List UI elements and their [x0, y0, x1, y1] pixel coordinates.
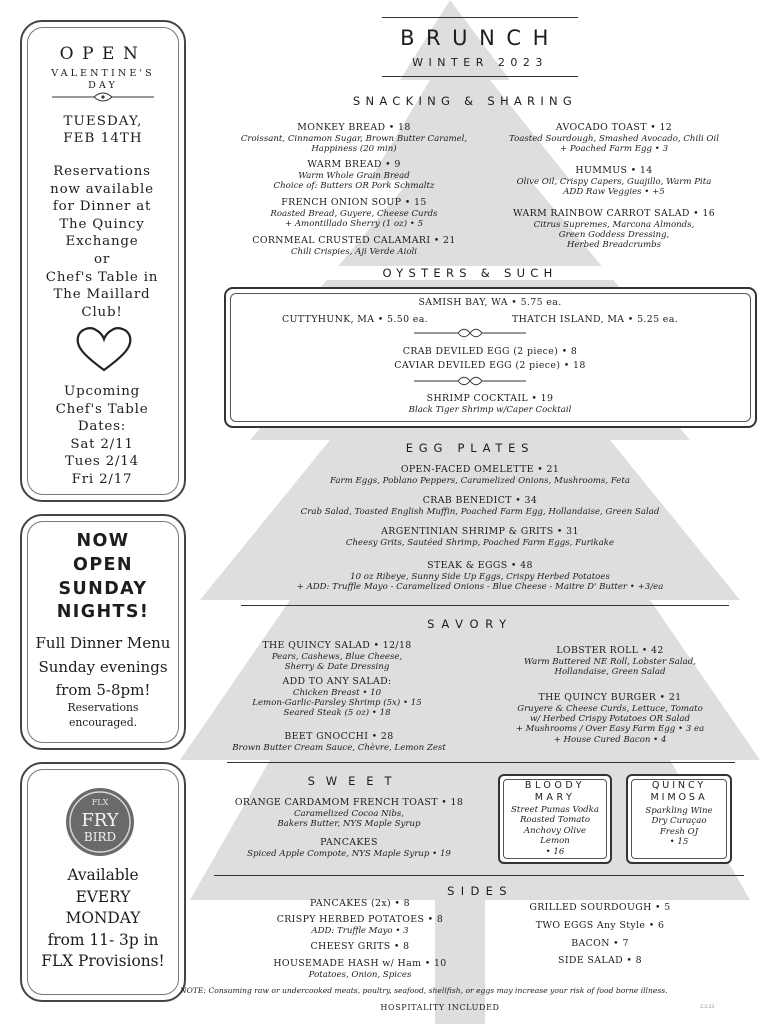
item-name: THE QUINCY SALAD • 12/18	[262, 640, 412, 651]
reservations-text	[32, 163, 172, 321]
reservations-line: Chef's Table in	[45, 269, 159, 285]
crab-deviled-egg: CRAB DEVILED EGG (2 piece) • 8	[402, 346, 578, 357]
fry-bird-line: EVERY	[75, 887, 131, 906]
headline-line: OPEN	[73, 554, 133, 575]
menu-item	[222, 676, 452, 719]
menu-item	[230, 495, 730, 517]
headline-line: NIGHTS!	[56, 602, 150, 623]
ornament-divider-icon	[410, 328, 530, 338]
reservations-line: for Dinner at	[52, 199, 152, 215]
menu-version-code: 2.3.23	[700, 1005, 715, 1010]
ornament-divider-icon	[48, 91, 158, 103]
item-name: CHEESY GRITS • 8	[310, 941, 410, 952]
logo-sub-text: BIRD	[83, 830, 117, 844]
note-line: encouraged.	[68, 716, 138, 729]
item-name: CRAB BENEDICT • 34	[422, 495, 538, 506]
menu-item	[230, 464, 730, 486]
ornament-divider-icon	[410, 376, 530, 386]
item-desc: Caramelized Cocoa Nibs,	[293, 808, 404, 819]
sunday-note	[30, 700, 176, 730]
item-name: ARGENTINIAN SHRIMP & GRITS • 31	[381, 526, 579, 537]
body-line: Sunday evenings	[38, 657, 168, 676]
page-subtitle: WINTER 2023	[412, 56, 548, 69]
section-heading-sides: SIDES	[447, 884, 513, 898]
drink-desc-line: Roasted Tomato	[519, 815, 591, 826]
food-safety-note: NOTE: Consuming raw or undercooked meats, poultry, seafood, shellfish, or eggs may increase your risk of food borne illness.	[180, 986, 668, 995]
logo-main-text: FRY	[81, 810, 119, 831]
menu-item	[488, 208, 740, 251]
item-desc: Farm Eggs, Poblano Peppers, Caramelized Onions, Mushrooms, Feta	[330, 475, 630, 486]
upcoming-line: Sat 2/11	[70, 436, 134, 452]
oyster-samish: SAMISH BAY, WA • 5.75 ea.	[418, 297, 562, 308]
reservations-line: Reservations	[53, 164, 151, 179]
menu-item	[488, 122, 740, 154]
menu-item	[240, 941, 480, 953]
menu-item	[218, 235, 490, 257]
item-name: STEAK & EGGS • 48	[427, 560, 533, 571]
drink-desc-line: • 15	[669, 837, 689, 848]
quincy-mimosa-desc	[626, 806, 732, 848]
drink-title-line: MARY	[534, 792, 576, 803]
menu-item	[216, 731, 462, 753]
event-date-line2: FEB 14TH	[63, 131, 143, 146]
section-heading-sweet: SWEET	[307, 774, 403, 788]
body-line: from 5-8pm!	[55, 681, 151, 699]
drink-desc-line: Fresh OJ	[659, 826, 699, 837]
day-label: DAY	[88, 80, 118, 91]
item-desc: Bakers Butter, NYS Maple Syrup	[277, 818, 421, 829]
menu-item	[490, 938, 710, 950]
hospitality-note: HOSPITALITY INCLUDED	[380, 1003, 500, 1012]
oyster-thatch: THATCH ISLAND, MA • 5.25 ea.	[511, 314, 679, 325]
reservations-line: The Maillard	[53, 287, 151, 303]
item-desc: Choice of: Butters OR Pork Schmaltz	[273, 180, 435, 191]
menu-item	[218, 122, 490, 154]
caviar-deviled-egg: CAVIAR DEVILED EGG (2 piece) • 18	[394, 360, 586, 371]
item-name: TWO EGGS Any Style • 6	[535, 920, 665, 931]
menu-item	[218, 197, 490, 229]
oyster-cuttyhunk: CUTTYHUNK, MA • 5.50 ea.	[281, 314, 429, 325]
drink-desc-line: Street Pumas Vodka	[511, 805, 599, 815]
menu-item	[490, 692, 730, 745]
reservations-line: Exchange	[65, 234, 139, 250]
menu-item	[222, 640, 452, 672]
item-name: CRISPY HERBED POTATOES • 8	[276, 914, 444, 925]
headline-line: SUNDAY	[58, 578, 148, 599]
section-heading-snacking: SNACKING & SHARING	[352, 94, 578, 108]
item-desc: Pears, Cashews, Blue Cheese,	[271, 651, 403, 662]
item-name: BEET GNOCCHI • 28	[284, 731, 394, 742]
drink-desc-line: • 16	[545, 846, 565, 857]
drink-desc-line: Sparkling Wine	[645, 806, 713, 816]
drink-desc-line: Lemon	[540, 836, 570, 847]
menu-item	[490, 920, 710, 932]
item-name: ORANGE CARDAMOM FRENCH TOAST • 18	[234, 797, 464, 808]
item-desc: Gruyere & Cheese Curds, Lettuce, Tomato	[517, 703, 703, 714]
item-name: FRENCH ONION SOUP • 15	[281, 197, 427, 208]
reservations-line: now available	[50, 181, 154, 197]
item-desc: Roasted Bread, Guyere, Cheese Curds	[270, 208, 438, 219]
bloody-mary-desc	[498, 805, 612, 857]
section-divider	[241, 605, 729, 606]
item-desc: + Mushrooms / Over Easy Farm Egg • 3 ea	[515, 724, 705, 735]
quincy-mimosa-title	[626, 780, 732, 804]
logo-top-text: FLX	[91, 798, 109, 807]
item-desc: Croissant, Cinnamon Sugar, Brown Butter Caramel,	[240, 133, 468, 144]
menu-item	[490, 955, 710, 967]
item-desc: Spiced Apple Compote, NYS Maple Syrup • 19	[247, 848, 451, 859]
reservations-line: Club!	[81, 304, 123, 320]
drink-title-line: MIMOSA	[650, 792, 708, 803]
sunday-headline	[30, 530, 176, 625]
note-line: Reservations	[67, 701, 139, 714]
item-desc: + House Cured Bacon • 4	[553, 734, 667, 745]
open-heading: OPEN	[59, 44, 147, 64]
menu-item	[218, 159, 490, 191]
item-name: SIDE SALAD • 8	[558, 955, 642, 966]
section-heading-egg-plates: EGG PLATES	[405, 441, 535, 455]
item-desc: ADD: Truffle Mayo • 3	[311, 925, 409, 936]
item-name: HOUSEMADE HASH w/ Ham • 10	[273, 958, 447, 969]
item-desc: Lemon-Garlic-Parsley Shrimp (5x) • 15	[252, 697, 422, 708]
item-desc: + Poached Farm Egg • 3	[559, 143, 669, 154]
heart-icon	[74, 326, 134, 374]
item-desc: 10 oz Ribeye, Sunny Side Up Eggs, Crispy Herbed Potatoes	[350, 571, 610, 582]
menu-item	[214, 837, 484, 859]
header-top-rule	[382, 17, 578, 18]
section-divider	[227, 762, 735, 763]
item-desc: Chili Crispies, Aji Verde Aioli	[290, 246, 418, 257]
item-name: HUMMUS • 14	[575, 165, 653, 176]
item-desc: Olive Oil, Crispy Capers, Guajillo, Warm Pita	[516, 176, 712, 187]
upcoming-line: Chef's Table	[55, 401, 149, 417]
item-desc: Citrus Supremes, Marcona Almonds,	[533, 219, 695, 230]
item-name: CORNMEAL CRUSTED CALAMARI • 21	[252, 235, 456, 246]
section-divider	[214, 875, 744, 876]
menu-item	[488, 165, 740, 197]
item-desc: Herbed Breadcrumbs	[566, 240, 662, 251]
item-desc: Sherry & Date Dressing	[284, 661, 390, 672]
shrimp-cocktail: SHRIMP COCKTAIL • 19	[426, 393, 554, 404]
item-desc: Hollandaise, Green Salad	[554, 666, 666, 677]
upcoming-line: Tues 2/14	[65, 454, 139, 470]
drink-title-line: BLOODY	[524, 780, 586, 791]
item-name: THE QUINCY BURGER • 21	[538, 692, 682, 703]
event-date-line1: TUESDAY,	[63, 114, 143, 129]
upcoming-line: Upcoming	[63, 384, 141, 399]
item-name: OPEN-FACED OMELETTE • 21	[400, 464, 560, 475]
item-desc: Happiness (20 min)	[311, 143, 397, 154]
menu-item	[240, 958, 480, 980]
item-desc: + ADD: Truffle Mayo - Caramelized Onions - Blue Cheese - Maitre D' Butter • +3/ea	[296, 581, 664, 592]
drink-desc-line: Dry Curaçao	[651, 816, 707, 827]
fry-bird-line: Available	[67, 866, 139, 884]
body-line: Full Dinner Menu	[35, 634, 171, 652]
section-heading-oysters: OYSTERS & SUCH	[300, 266, 640, 280]
menu-item	[230, 560, 730, 592]
item-desc: Warm Buttered NE Roll, Lobster Salad,	[524, 656, 696, 667]
valentines-label: VALENTINE'S	[51, 68, 155, 79]
fry-bird-line: from 11- 3p in	[47, 930, 159, 949]
fry-bird-logo	[64, 786, 136, 858]
menu-item	[214, 797, 484, 829]
headline-line: NOW	[76, 531, 130, 551]
sunday-body	[28, 632, 178, 703]
item-name: PANCAKES (2x) • 8	[309, 898, 411, 909]
bloody-mary-title	[498, 780, 612, 804]
item-name: ADD TO ANY SALAD:	[282, 676, 392, 687]
reservations-line: or	[93, 251, 111, 267]
item-name: BACON • 7	[571, 938, 629, 949]
header-bottom-rule	[382, 76, 578, 77]
menu-item	[490, 645, 730, 677]
drink-desc-line: Anchovy Olive	[523, 825, 587, 836]
item-name: WARM RAINBOW CARROT SALAD • 16	[512, 208, 716, 219]
item-desc: + Amontillado Sherry (1 oz) • 5	[284, 218, 424, 229]
item-desc: Cheesy Grits, Sautéed Shrimp, Poached Farm Eggs, Furikake	[345, 537, 615, 548]
drink-title-line: QUINCY	[651, 780, 707, 791]
fry-bird-line: MONDAY	[65, 909, 141, 928]
item-desc: ADD Raw Veggies • +5	[563, 186, 665, 197]
menu-item	[490, 902, 710, 914]
item-desc: Toasted Sourdough, Smashed Avocado, Chili Oil	[509, 133, 719, 144]
menu-item	[240, 914, 480, 936]
item-desc: Potatoes, Onion, Spices	[308, 969, 412, 980]
item-desc: Brown Butter Cream Sauce, Chèvre, Lemon Zest	[232, 742, 446, 753]
fry-bird-line: FLX Provisions!	[41, 952, 165, 971]
shrimp-cocktail-desc: Black Tiger Shrimp w/Caper Cocktail	[408, 405, 572, 415]
item-name: MONKEY BREAD • 18	[297, 122, 411, 133]
reservations-line: The Quincy	[59, 216, 145, 232]
item-name: GRILLED SOURDOUGH • 5	[529, 902, 671, 913]
fry-bird-text	[28, 865, 178, 973]
item-desc: Chicken Breast • 10	[292, 687, 382, 698]
menu-item	[230, 526, 730, 548]
section-heading-savory: SAVORY	[427, 617, 513, 631]
upcoming-dates	[32, 383, 172, 489]
upcoming-line: Fri 2/17	[71, 471, 133, 487]
item-desc: Seared Steak (5 oz) • 18	[283, 708, 391, 719]
page-title: BRUNCH	[400, 26, 560, 50]
item-desc: Warm Whole Grain Bread	[298, 170, 410, 181]
item-name: PANCAKES	[320, 837, 378, 848]
item-name: LOBSTER ROLL • 42	[556, 645, 664, 656]
item-desc: Green Goddess Dressing,	[558, 229, 670, 240]
upcoming-line: Dates:	[77, 419, 127, 435]
item-desc: w/ Herbed Crispy Potatoes OR Salad	[529, 713, 691, 724]
item-name: WARM BREAD • 9	[307, 159, 401, 170]
item-name: AVOCADO TOAST • 12	[555, 122, 673, 133]
item-desc: Crab Salad, Toasted English Muffin, Poached Farm Egg, Hollandaise, Green Salad	[300, 506, 660, 517]
menu-item	[240, 898, 480, 910]
